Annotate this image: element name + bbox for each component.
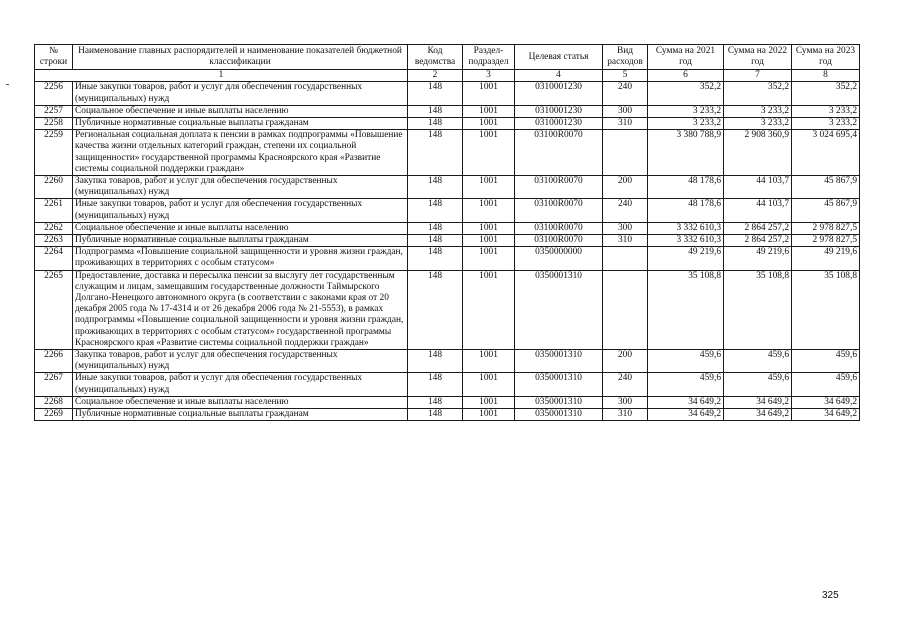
sum-2023-cell: 49 219,6 [792,247,860,270]
row-name-cell: Иные закупки товаров, работ и услуг для обеспечения государственных (муниципальных) нужд [73,82,408,105]
row-number-cell: 2261 [35,199,73,222]
sum-2023-cell: 352,2 [792,82,860,105]
column-number: 7 [724,70,792,82]
row-number-cell: 2260 [35,176,73,199]
row-name-cell: Публичные нормативные социальные выплаты гражданам [73,235,408,247]
section-cell: 1001 [463,350,515,373]
sum-2022-cell: 34 649,2 [724,409,792,421]
column-number: 1 [35,70,408,82]
row-number-cell: 2268 [35,396,73,408]
row-number-cell: 2258 [35,118,73,130]
sum-2021-cell: 3 233,2 [648,105,724,117]
row-number-cell: 2259 [35,130,73,176]
table-row [35,270,860,349]
row-name-cell: Закупка товаров, работ и услуг для обеспечения государственных (муниципальных) нужд [73,176,408,199]
expense-type-cell: 240 [603,199,648,222]
dept-code-cell: 148 [408,199,463,222]
section-cell: 1001 [463,270,515,349]
table-row [35,105,860,117]
sum-2021-cell: 49 219,6 [648,247,724,270]
row-number-cell: 2266 [35,350,73,373]
row-number-cell: 2263 [35,235,73,247]
sum-2023-cell: 3 024 695,4 [792,130,860,176]
target-item-cell: 03100R0070 [515,130,603,176]
row-name-cell: Социальное обеспечение и иные выплаты населению [73,222,408,234]
row-name-cell: Социальное обеспечение и иные выплаты населению [73,105,408,117]
table-row [35,118,860,130]
row-name-cell: Публичные нормативные социальные выплаты гражданам [73,409,408,421]
target-item-cell: 03100R0070 [515,235,603,247]
table-row [35,176,860,199]
section-cell: 1001 [463,130,515,176]
sum-2023-cell: 45 867,9 [792,199,860,222]
sum-2022-cell: 2 864 257,2 [724,235,792,247]
sum-2023-cell: 459,6 [792,373,860,396]
table-body [35,82,860,421]
sum-2021-cell: 35 108,8 [648,270,724,349]
sum-2023-cell: 2 978 827,5 [792,222,860,234]
row-name-cell: Иные закупки товаров, работ и услуг для обеспечения государственных (муниципальных) нужд [73,373,408,396]
dept-code-cell: 148 [408,350,463,373]
row-name-cell: Социальное обеспечение и иные выплаты населению [73,396,408,408]
row-number-cell: 2269 [35,409,73,421]
dept-code-cell: 148 [408,235,463,247]
sum-2023-cell: 34 649,2 [792,409,860,421]
sum-2022-cell: 34 649,2 [724,396,792,408]
sum-2021-cell: 3 233,2 [648,118,724,130]
dept-code-cell: 148 [408,105,463,117]
expense-type-cell [603,130,648,176]
row-number-cell: 2267 [35,373,73,396]
section-cell: 1001 [463,235,515,247]
row-number-cell: 2257 [35,105,73,117]
target-item-cell: 0310001230 [515,82,603,105]
sum-2021-cell: 3 332 610,3 [648,222,724,234]
row-number-cell: 2256 [35,82,73,105]
expense-type-cell: 310 [603,409,648,421]
column-number: 2 [408,70,463,82]
dept-code-cell: 148 [408,130,463,176]
section-cell: 1001 [463,118,515,130]
sum-2023-cell: 35 108,8 [792,270,860,349]
section-cell: 1001 [463,373,515,396]
sum-2021-cell: 34 649,2 [648,396,724,408]
budget-table [34,44,860,421]
row-name-cell: Закупка товаров, работ и услуг для обеспечения государственных (муниципальных) нужд [73,350,408,373]
target-item-cell: 03100R0070 [515,176,603,199]
sum-2022-cell: 352,2 [724,82,792,105]
row-number-cell: 2265 [35,270,73,349]
sum-2022-cell: 2 908 360,9 [724,130,792,176]
dept-code-cell: 148 [408,373,463,396]
table-row [35,373,860,396]
expense-type-cell: 300 [603,105,648,117]
column-number-row [35,70,860,82]
sum-2022-cell: 3 233,2 [724,118,792,130]
sum-2022-cell: 44 103,7 [724,176,792,199]
table-row [35,409,860,421]
dept-code-cell: 148 [408,82,463,105]
header-name: Наименование главных распорядителей и наименование показателей бюджетной классификации [73,45,408,70]
expense-type-cell: 300 [603,396,648,408]
section-cell: 1001 [463,82,515,105]
sum-2022-cell: 44 103,7 [724,199,792,222]
table-row [35,199,860,222]
sum-2022-cell: 35 108,8 [724,270,792,349]
expense-type-cell [603,270,648,349]
sum-2021-cell: 459,6 [648,373,724,396]
target-item-cell: 0350000000 [515,247,603,270]
section-cell: 1001 [463,176,515,199]
sum-2021-cell: 3 380 788,9 [648,130,724,176]
header-section: Раздел-подраздел [463,45,515,70]
table-row [35,222,860,234]
sum-2023-cell: 3 233,2 [792,118,860,130]
sum-2023-cell: 2 978 827,5 [792,235,860,247]
table-row [35,247,860,270]
target-item-cell: 0350001310 [515,373,603,396]
sum-2021-cell: 459,6 [648,350,724,373]
expense-type-cell: 300 [603,222,648,234]
row-name-cell: Иные закупки товаров, работ и услуг для обеспечения государственных (муниципальных) нужд [73,199,408,222]
column-number: 8 [792,70,860,82]
dept-code-cell: 148 [408,270,463,349]
header-sum-2023: Сумма на 2023 год [792,45,860,70]
table-row [35,396,860,408]
section-cell: 1001 [463,105,515,117]
row-name-cell: Подпрограмма «Повышение социальной защищенности и уровня жизни граждан, проживающих в территориях с особым статусом» [73,247,408,270]
target-item-cell: 03100R0070 [515,222,603,234]
page-number: 325 [822,590,839,601]
target-item-cell: 0310001230 [515,118,603,130]
expense-type-cell: 310 [603,235,648,247]
sum-2022-cell: 3 233,2 [724,105,792,117]
dept-code-cell: 148 [408,396,463,408]
dept-code-cell: 148 [408,222,463,234]
row-name-cell: Публичные нормативные социальные выплаты гражданам [73,118,408,130]
row-name-cell: Региональная социальная доплата к пенсии в рамках подпрограммы «Повышение качества жизни отдельных категорий граждан, степени их социальной защищенности» государственной программы Красноярского края «Развитие системы социальной поддержки граждан» [73,130,408,176]
scan-mark [6,84,9,85]
sum-2021-cell: 3 332 610,3 [648,235,724,247]
header-sum-2022: Сумма на 2022 год [724,45,792,70]
target-item-cell: 0350001310 [515,350,603,373]
section-cell: 1001 [463,409,515,421]
row-name-cell: Предоставление, доставка и пересылка пенсии за выслугу лет государственным служащим и лицам, замещавшим государственные должности Таймырского Долгано-Ненецкого автономного округа (в соответствии с законами края от 20 декабря 2005 года № 17-4314 и от 26 декабря 2006 года № 21-5553), в рамках подпрограммы «Повышение социальной защищенности и уровня жизни граждан, проживающих в территориях с особым статусом» государственной программы Красноярского края «Развитие системы социальной поддержки граждан» [73,270,408,349]
section-cell: 1001 [463,396,515,408]
sum-2022-cell: 2 864 257,2 [724,222,792,234]
dept-code-cell: 148 [408,118,463,130]
target-item-cell: 0310001230 [515,105,603,117]
column-number: 6 [648,70,724,82]
target-item-cell: 0350001310 [515,270,603,349]
header-sum-2021: Сумма на 2021 год [648,45,724,70]
section-cell: 1001 [463,222,515,234]
expense-type-cell: 200 [603,176,648,199]
sum-2021-cell: 352,2 [648,82,724,105]
sum-2021-cell: 34 649,2 [648,409,724,421]
sum-2022-cell: 49 219,6 [724,247,792,270]
sum-2023-cell: 459,6 [792,350,860,373]
table-row [35,130,860,176]
expense-type-cell: 240 [603,82,648,105]
header-target-item: Целевая статья [515,45,603,70]
sum-2021-cell: 48 178,6 [648,199,724,222]
sum-2023-cell: 3 233,2 [792,105,860,117]
column-number: 4 [515,70,603,82]
expense-type-cell: 200 [603,350,648,373]
target-item-cell: 03100R0070 [515,199,603,222]
dept-code-cell: 148 [408,247,463,270]
dept-code-cell: 148 [408,176,463,199]
expense-type-cell: 310 [603,118,648,130]
column-number: 3 [463,70,515,82]
sum-2022-cell: 459,6 [724,373,792,396]
sum-2021-cell: 48 178,6 [648,176,724,199]
sum-2023-cell: 45 867,9 [792,176,860,199]
table-header [35,45,860,82]
header-dept-code: Код ведомства [408,45,463,70]
table-row [35,350,860,373]
header-row-number: № строки [35,45,73,70]
row-number-cell: 2262 [35,222,73,234]
table-row [35,235,860,247]
column-number: 5 [603,70,648,82]
header-expense-type: Вид расходов [603,45,648,70]
section-cell: 1001 [463,247,515,270]
sum-2023-cell: 34 649,2 [792,396,860,408]
section-cell: 1001 [463,199,515,222]
expense-type-cell: 240 [603,373,648,396]
expense-type-cell [603,247,648,270]
target-item-cell: 0350001310 [515,396,603,408]
row-number-cell: 2264 [35,247,73,270]
target-item-cell: 0350001310 [515,409,603,421]
sum-2022-cell: 459,6 [724,350,792,373]
dept-code-cell: 148 [408,409,463,421]
table-row [35,82,860,105]
